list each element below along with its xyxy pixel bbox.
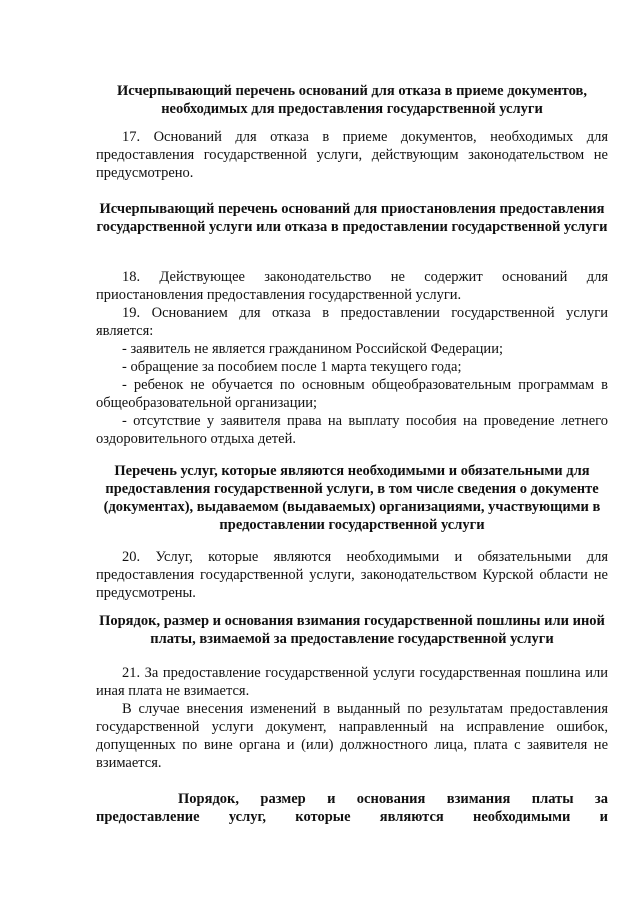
section-heading-suspension: Исчерпывающий перечень оснований для приостановления предоставления государственной услуги или отказа в предоставлении государственной услуги bbox=[96, 201, 608, 235]
section-heading-fee-line-2: предоставление услуг, которые являются необходимыми и bbox=[96, 809, 608, 825]
section-heading-refusal-docs: Исчерпывающий перечень оснований для отказа в приеме документов, необходимых для предоставления государственной услуги bbox=[117, 83, 587, 117]
section-heading-fee-line-1: Порядок, размер и основания взимания платы за bbox=[178, 791, 608, 807]
list-item: - заявитель не является гражданином Российской Федерации; bbox=[122, 341, 503, 357]
paragraph-17: 17. Оснований для отказа в приеме документов, необходимых для предоставления государственной услуги, действующим законодательством не предусмотрено. bbox=[96, 129, 608, 181]
list-item: - ребенок не обучается по основным общеобразовательным программам в общеобразовательной организации; bbox=[96, 377, 608, 411]
paragraph-19: 19. Основанием для отказа в предоставлении государственной услуги является: bbox=[96, 305, 608, 339]
list-item: - обращение за пособием после 1 марта текущего года; bbox=[122, 359, 462, 375]
section-heading-required-services: Перечень услуг, которые являются необходимыми и обязательными для предоставления государственной услуги, в том числе сведения о документе (документах), выдаваемом (выдаваемых) организациями, участвующими в предоставлении государственной услуги bbox=[103, 463, 601, 533]
paragraph-18: 18. Действующее законодательство не содержит оснований для приостановления предоставления государственной услуги. bbox=[96, 269, 608, 303]
paragraph-21-continuation: В случае внесения изменений в выданный по результатам предоставления государственной услуги документ, направленный на исправление ошибок, допущенных по вине органа и (или) должностного лица, плата с заявителя не взимается. bbox=[96, 701, 608, 771]
list-item: - отсутствие у заявителя права на выплату пособия на проведение летнего оздоровительного отдыха детей. bbox=[96, 413, 608, 447]
paragraph-21: 21. За предоставление государственной услуги государственная пошлина или иная плата не взимается. bbox=[96, 665, 608, 699]
paragraph-20: 20. Услуг, которые являются необходимыми и обязательными для предоставления государственной услуги, законодательством Курской области не предусмотрены. bbox=[96, 549, 608, 601]
section-heading-state-fee: Порядок, размер и основания взимания государственной пошлины или иной платы, взимаемой за предоставление государственной услуги bbox=[99, 613, 605, 647]
